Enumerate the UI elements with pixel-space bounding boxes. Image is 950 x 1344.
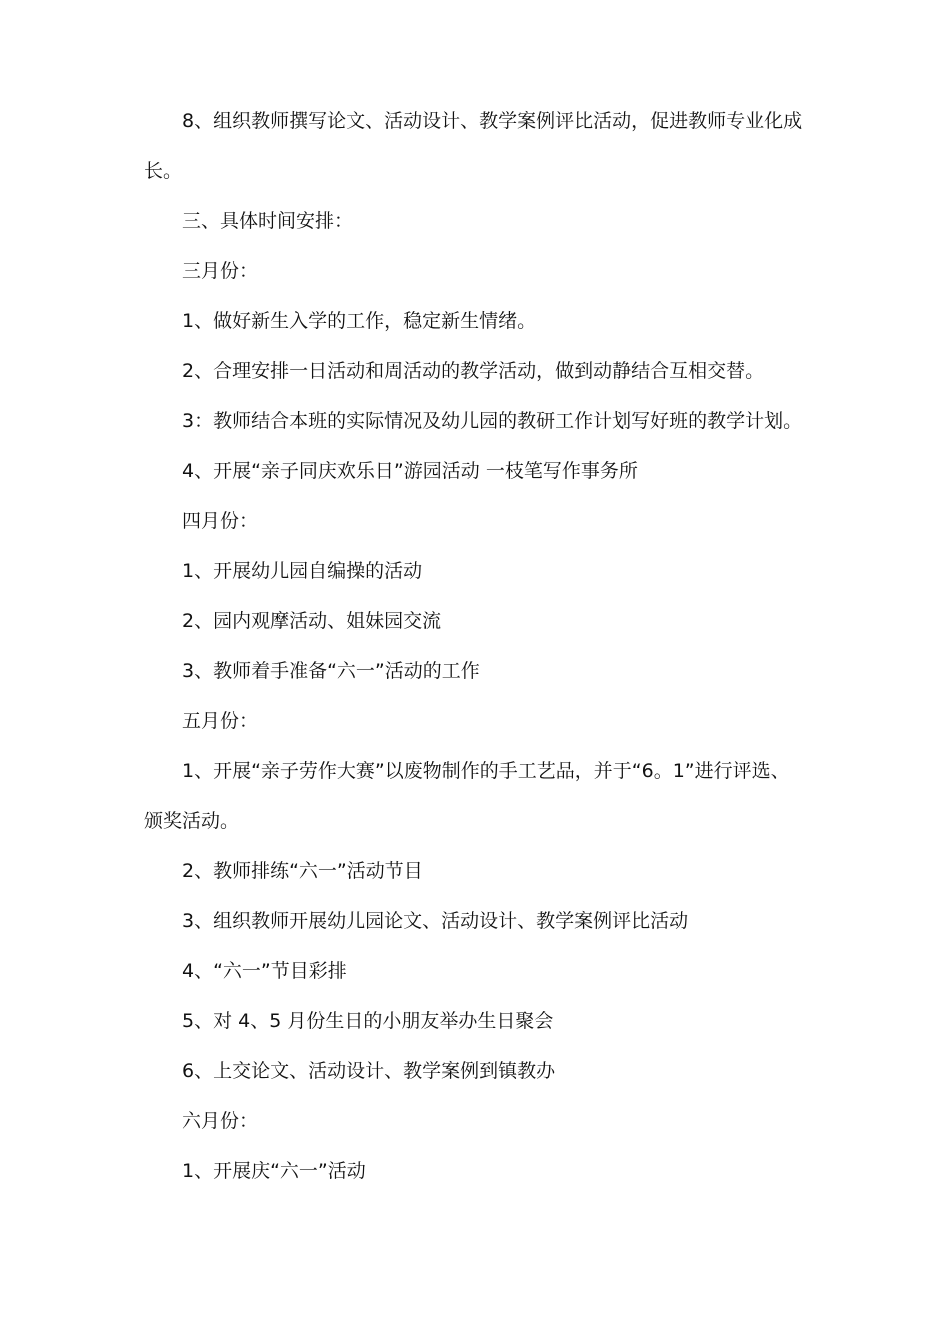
list-item: 4、“六一”节目彩排 [182, 960, 347, 982]
list-item: 5、对 4、5 月份生日的小朋友举办生日聚会 [182, 1010, 554, 1032]
list-item: 1、开展“亲子劳作大赛”以废物制作的手工艺品，并于“6。1”进行评选、颁奖活动。 [144, 760, 790, 832]
list-item: 3、组织教师开展幼儿园论文、活动设计、教学案例评比活动 [182, 910, 689, 932]
document-body [144, 96, 808, 1196]
paragraph-goal-8: 8、组织教师撰写论文、活动设计、教学案例评比活动，促进教师专业化成长。 [144, 110, 803, 182]
month-heading-april: 四月份： [182, 510, 259, 532]
list-item: 2、合理安排一日活动和周活动的教学活动，做到动静结合互相交替。 [182, 360, 765, 382]
list-item: 1、做好新生入学的工作，稳定新生情绪。 [182, 310, 537, 332]
list-item: 2、教师排练“六一”活动节目 [182, 860, 423, 882]
month-heading-march: 三月份： [182, 260, 259, 282]
list-item: 1、开展幼儿园自编操的活动 [182, 560, 423, 582]
list-item: 3、教师着手准备“六一”活动的工作 [182, 660, 480, 682]
list-item: 4、开展“亲子同庆欢乐日”游园活动 一枝笔写作事务所 [182, 460, 638, 482]
section-heading-schedule: 三、具体时间安排： [182, 210, 354, 232]
list-item: 3：教师结合本班的实际情况及幼儿园的教研工作计划写好班的教学计划。 [182, 410, 803, 432]
month-heading-june: 六月份： [182, 1110, 259, 1132]
month-heading-may: 五月份： [182, 710, 259, 732]
list-item: 1、开展庆“六一”活动 [182, 1160, 366, 1182]
list-item: 2、园内观摩活动、姐妹园交流 [182, 610, 442, 632]
list-item: 6、上交论文、活动设计、教学案例到镇教办 [182, 1060, 556, 1082]
